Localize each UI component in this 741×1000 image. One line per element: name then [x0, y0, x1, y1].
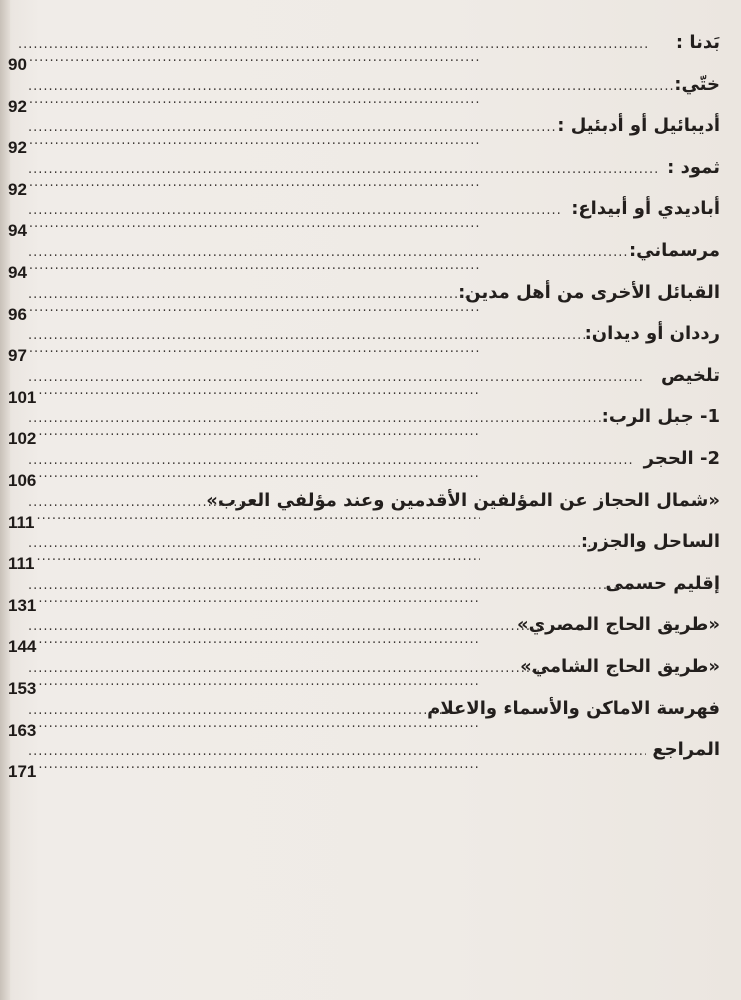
- toc-entry-title: «طريق الحاج المصري»: [517, 614, 720, 636]
- dot-leader: [29, 221, 480, 231]
- toc-entry-title: أديبائيل أو أدبئيل :: [557, 115, 720, 137]
- toc-entry-page: 92: [8, 179, 27, 199]
- dot-leader: [29, 346, 480, 356]
- toc-entry: [8, 610, 720, 657]
- toc-entry-title: ثمود :: [667, 156, 720, 178]
- toc-entry-page: 92: [8, 138, 27, 158]
- toc-entry: [8, 569, 720, 615]
- dot-leader: [38, 637, 480, 647]
- toc-entry-title: إقليم حسمى: [605, 572, 720, 594]
- toc-entry-page: 171: [8, 762, 37, 782]
- toc-entry-page: 90: [8, 55, 27, 74]
- toc-entry: [8, 194, 720, 241]
- dot-leader: [28, 375, 644, 383]
- dot-leader: [38, 471, 480, 481]
- dot-leader: [29, 180, 480, 190]
- toc-entry-page: 111: [8, 512, 35, 532]
- toc-entry-title: فهرسة الاماكن والأسماء والاعلام: [427, 697, 720, 719]
- dot-leader: [37, 513, 481, 523]
- toc-entry-page: 97: [8, 346, 27, 366]
- dot-leader: [38, 429, 480, 439]
- toc-entry: [8, 153, 720, 199]
- toc-entry-title: بَدنا :: [675, 32, 720, 53]
- toc-entry: [8, 111, 720, 158]
- dot-leader: [29, 97, 480, 107]
- dot-leader: [28, 624, 544, 632]
- dot-leader: [28, 208, 560, 216]
- toc-entry-title: أباديدي أو أبيداع:: [571, 198, 720, 220]
- table-of-contents: [8, 28, 720, 782]
- dot-leader: [28, 749, 646, 757]
- toc-entry: [8, 402, 720, 449]
- toc-entry-title: الساحل والجزر:: [580, 531, 720, 553]
- dot-leader: [28, 250, 628, 258]
- toc-entry: [8, 694, 720, 740]
- toc-entry: [8, 278, 720, 324]
- dot-leader: [28, 292, 470, 300]
- dot-leader: [28, 167, 660, 175]
- toc-entry-page: 102: [8, 429, 37, 449]
- toc-entry: [8, 236, 720, 282]
- dot-leader: [28, 500, 250, 508]
- toc-entry-page: 163: [8, 720, 37, 740]
- toc-entry-title: مرسماني:: [628, 239, 720, 261]
- dot-leader: [38, 679, 480, 689]
- dot-leader: [29, 305, 480, 315]
- toc-entry-title: المراجع: [652, 739, 720, 761]
- toc-entry: [8, 444, 720, 490]
- dot-leader: [28, 416, 608, 424]
- dot-leader: [29, 55, 480, 65]
- dot-leader: [29, 138, 480, 148]
- toc-entry-page: 101: [8, 387, 37, 407]
- toc-entry-title: «شمال الحجاز عن المؤلفين الأقدمين وعند مؤلفي العرب»: [206, 489, 720, 511]
- toc-entry: [8, 70, 720, 116]
- toc-entry-page: 106: [8, 470, 37, 490]
- toc-entry-title: 1- جبل الرب:: [601, 406, 720, 428]
- toc-entry-page: 96: [8, 304, 27, 324]
- dot-leader: [38, 721, 480, 731]
- toc-entry-page: 131: [8, 595, 37, 615]
- toc-entry-page: 94: [8, 262, 27, 282]
- dot-leader: [28, 458, 632, 466]
- dot-leader: [28, 84, 674, 92]
- toc-entry-title: تلخيص: [661, 364, 720, 386]
- toc-entry-title: «طريق الحاج الشامي»: [520, 655, 720, 677]
- dot-leader: [28, 541, 594, 549]
- dot-leader: [28, 708, 448, 716]
- dot-leader: [28, 666, 544, 674]
- dot-leader: [29, 263, 480, 273]
- toc-entry-title: 2- الحجر: [643, 447, 720, 469]
- dot-leader: [38, 388, 480, 398]
- dot-leader: [38, 762, 480, 772]
- toc-entry: [8, 319, 720, 366]
- toc-entry-title: ختّي:: [674, 73, 720, 95]
- toc-entry: [8, 486, 720, 532]
- dot-leader: [37, 554, 481, 564]
- toc-entry-page: 92: [8, 96, 27, 116]
- toc-entry-title: القبائل الأخرى من أهل مدين:: [458, 281, 720, 303]
- toc-entry: [8, 735, 720, 782]
- dot-leader: [18, 42, 648, 50]
- toc-entry-page: 153: [8, 678, 37, 698]
- toc-entry-title: رددان أو ديدان:: [584, 323, 720, 345]
- dot-leader: [28, 583, 624, 591]
- toc-entry: [8, 28, 720, 74]
- toc-entry: [8, 527, 720, 574]
- toc-entry: [8, 652, 720, 698]
- toc-entry-page: 111: [8, 554, 35, 574]
- dot-leader: [28, 333, 590, 341]
- toc-entry: [8, 361, 720, 407]
- toc-entry-page: 144: [8, 637, 37, 657]
- dot-leader: [38, 596, 480, 606]
- dot-leader: [28, 125, 555, 133]
- toc-entry-page: 94: [8, 221, 27, 241]
